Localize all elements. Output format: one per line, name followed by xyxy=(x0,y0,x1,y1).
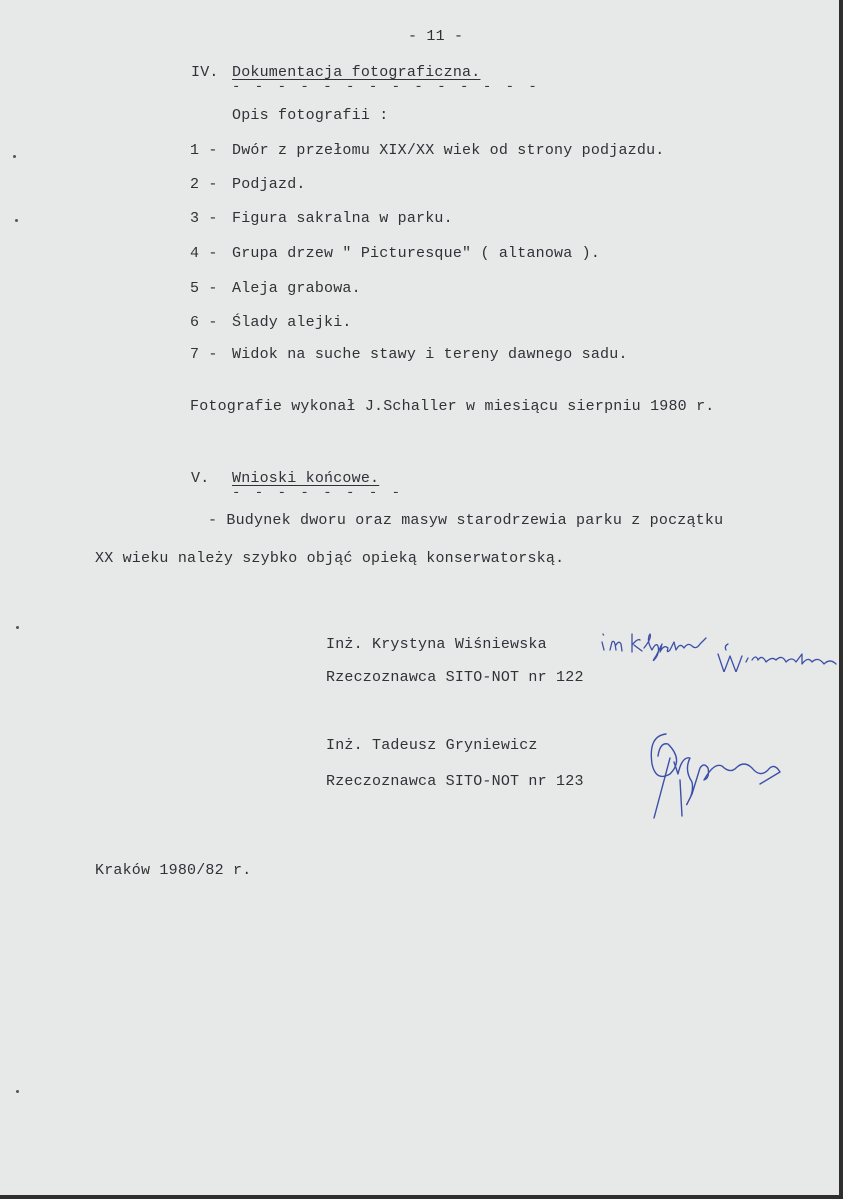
signatory-name: Inż. Tadeusz Gryniewicz xyxy=(326,737,538,754)
photographer-note: Fotografie wykonał J.Schaller w miesiącu sierpniu 1980 r. xyxy=(190,398,715,415)
photo-description: Grupa drzew " Picturesque" ( altanowa ). xyxy=(232,245,601,262)
photo-description: Figura sakralna w parku. xyxy=(232,210,453,227)
section-v-number: V. xyxy=(191,470,210,487)
page-number: - 11 - xyxy=(408,28,464,45)
photo-number: 2 - xyxy=(190,176,218,193)
photo-description: Widok na suche stawy i tereny dawnego sadu. xyxy=(232,346,628,363)
signatory-role: Rzeczoznawca SITO-NOT nr 123 xyxy=(326,773,584,790)
margin-mark xyxy=(16,626,19,629)
signatory-role: Rzeczoznawca SITO-NOT nr 122 xyxy=(326,669,584,686)
photo-number: 4 - xyxy=(190,245,218,262)
photo-description: Dwór z przełomu XIX/XX wiek od strony podjazdu. xyxy=(232,142,665,159)
photo-number: 6 - xyxy=(190,314,218,331)
title-dash-underline: - - - - - - - - - - - - - - xyxy=(232,79,540,95)
photo-number: 1 - xyxy=(190,142,218,159)
photo-number: 7 - xyxy=(190,346,218,363)
place-and-date: Kraków 1980/82 r. xyxy=(95,862,252,879)
conclusion-line-2: XX wieku należy szybko objąć opieką konserwatorską. xyxy=(95,550,565,567)
margin-mark xyxy=(16,1090,19,1093)
signatory-name: Inż. Krystyna Wiśniewska xyxy=(326,636,547,653)
signature-gryniewicz xyxy=(640,722,790,822)
photo-list-heading: Opis fotografii : xyxy=(232,107,389,124)
margin-mark xyxy=(13,155,16,158)
photo-number: 5 - xyxy=(190,280,218,297)
margin-mark xyxy=(15,219,18,222)
conclusion-line-1: - Budynek dworu oraz masyw starodrzewia parku z początku xyxy=(208,512,724,529)
photo-description: Aleja grabowa. xyxy=(232,280,361,297)
photo-number: 3 - xyxy=(190,210,218,227)
section-v-title: Wnioski końcowe. xyxy=(232,470,380,487)
section-iv-title: Dokumentacja fotograficzna. xyxy=(232,64,481,81)
signature-wisniewska xyxy=(596,620,840,672)
title-dash-underline: - - - - - - - - xyxy=(232,485,404,501)
section-iv-number: IV. xyxy=(191,64,219,81)
photo-description: Ślady alejki. xyxy=(232,314,352,331)
photo-description: Podjazd. xyxy=(232,176,306,193)
